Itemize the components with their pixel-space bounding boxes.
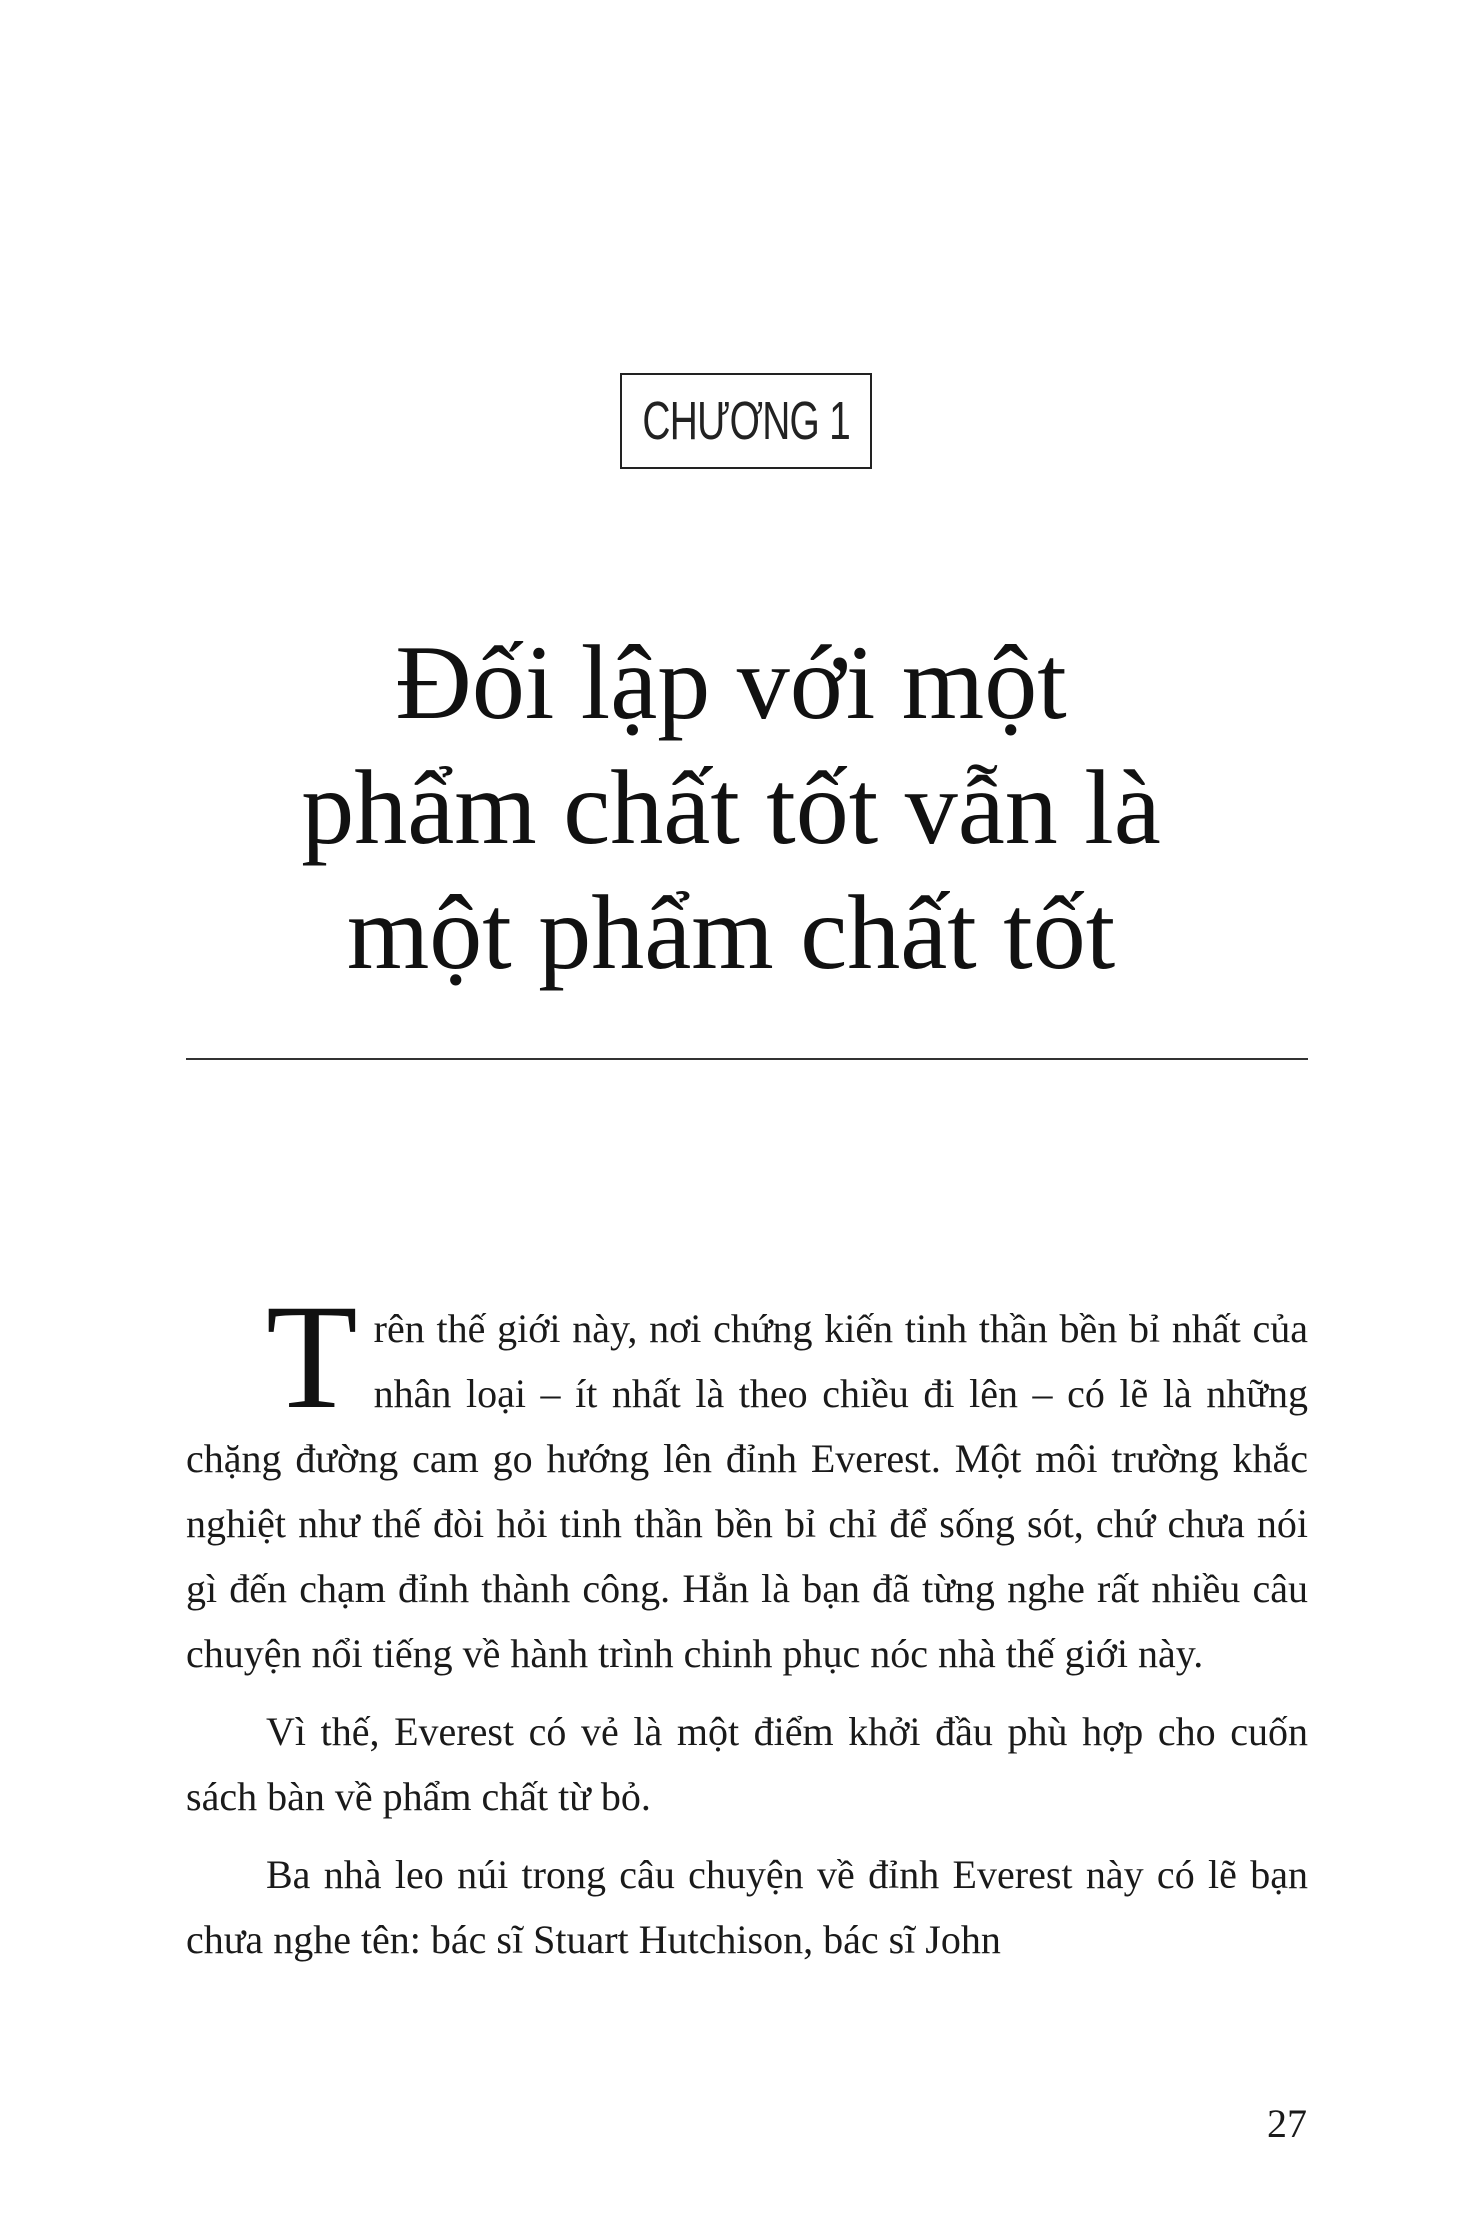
chapter-title [160, 620, 1302, 995]
chapter-label-box [620, 373, 872, 469]
body-text [186, 1274, 1308, 1985]
title-divider [186, 1058, 1308, 1060]
paragraph-1 [186, 1274, 1308, 1686]
chapter-title-line-2: phẩm chất tốt vẫn là [301, 749, 1161, 866]
page-number: 27 [1267, 2101, 1307, 2146]
paragraph-2: Vì thế, Everest có vẻ là một điểm khởi đầu phù hợp cho cuốn sách bàn về phẩm chất từ bỏ. [186, 1709, 1308, 1819]
chapter-label: CHƯƠNG 1 [642, 391, 850, 451]
chapter-title-line-1: Đối lập với một [395, 624, 1067, 741]
paragraph-1-text: rên thế giới này, nơi chứng kiến tinh thần bền bỉ nhất của nhân loại – ít nhất là theo chiều đi lên – có lẽ là những chặng đường cam go hướng lên đỉnh Everest. Một môi trường khắc nghiệt như thế đòi hỏi tinh thần bền bỉ chỉ để sống sót, chứ chưa nói gì đến chạm đỉnh thành công. Hẳn là bạn đã từng nghe rất nhiều câu chuyện nổi tiếng về hành trình chinh phục nóc nhà thế giới này. [186, 1306, 1308, 1676]
drop-cap: T [266, 1274, 358, 1440]
chapter-title-line-3: một phẩm chất tốt [346, 874, 1116, 991]
paragraph-3: Ba nhà leo núi trong câu chuyện về đỉnh Everest này có lẽ bạn chưa nghe tên: bác sĩ Stuart Hutchison, bác sĩ John [186, 1852, 1308, 1962]
